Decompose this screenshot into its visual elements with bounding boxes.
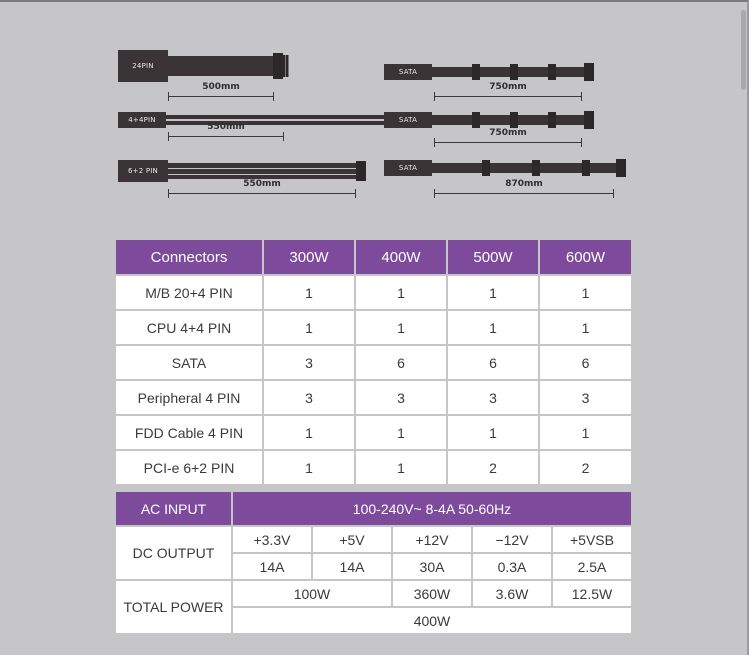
cell-value: 3 [355, 380, 447, 415]
cell-value: 1 [355, 450, 447, 485]
header-300w: 300W [263, 239, 355, 275]
table-row [115, 275, 632, 310]
rail-label: +5VSB [552, 526, 632, 553]
cell-value: 3 [263, 380, 355, 415]
dc-output-label: DC OUTPUT [115, 526, 232, 580]
length-dimension [434, 179, 614, 199]
cell-value: 3 [263, 345, 355, 380]
row-label: PCI-e 6+2 PIN [115, 450, 263, 485]
cable-connector-label: 24PIN [118, 50, 168, 82]
table-row [115, 415, 632, 450]
length-label: 500mm [202, 82, 240, 92]
length-dimension [168, 179, 356, 199]
row-label: Peripheral 4 PIN [115, 380, 263, 415]
rail-label: +3.3V [232, 526, 312, 553]
cell-value: 6 [447, 345, 539, 380]
cell-value: 2 [539, 450, 632, 485]
cell-value: 6 [355, 345, 447, 380]
cable-sata-3 [384, 158, 629, 178]
length-label: 550mm [207, 122, 245, 132]
cell-value: 1 [447, 310, 539, 345]
length-dimension [168, 122, 284, 142]
cell-value: 6 [539, 345, 632, 380]
rail-current: 2.5A [552, 553, 632, 580]
cell-value: 3 [447, 380, 539, 415]
combined-power: 100W [232, 580, 392, 607]
cell-value: 1 [355, 275, 447, 310]
table-row [115, 450, 632, 485]
cell-value: 1 [539, 275, 632, 310]
cell-value: 2 [447, 450, 539, 485]
cable-connector-label: 6+2 PIN [118, 160, 168, 182]
header-600w: 600W [539, 239, 632, 275]
rail-power: 3.6W [472, 580, 552, 607]
ac-input-row [115, 491, 632, 526]
header-connectors: Connectors [115, 239, 263, 275]
length-label: 550mm [243, 179, 281, 189]
cell-value: 1 [447, 275, 539, 310]
cell-value: 3 [539, 380, 632, 415]
cable-24pin [118, 50, 288, 82]
row-label: SATA [115, 345, 263, 380]
rail-label: +12V [392, 526, 472, 553]
connectors-table [114, 238, 633, 486]
row-label: CPU 4+4 PIN [115, 310, 263, 345]
header-500w: 500W [447, 239, 539, 275]
rail-power-row [115, 580, 632, 607]
cell-value: 1 [263, 275, 355, 310]
ac-input-value: 100-240V~ 8-4A 50-60Hz [232, 491, 632, 526]
header-400w: 400W [355, 239, 447, 275]
row-label: FDD Cable 4 PIN [115, 415, 263, 450]
cable-connector-label: SATA [384, 112, 432, 128]
cell-value: 1 [355, 310, 447, 345]
dc-rails-row [115, 526, 632, 553]
rail-power: 360W [392, 580, 472, 607]
row-label: M/B 20+4 PIN [115, 275, 263, 310]
table-row [115, 380, 632, 415]
length-dimension [434, 82, 582, 102]
cable-connector-label: SATA [384, 64, 432, 80]
length-label: 750mm [489, 82, 527, 92]
table-row [115, 310, 632, 345]
rail-current: 30A [392, 553, 472, 580]
table-header-row [115, 239, 632, 275]
scrollbar-thumb[interactable] [741, 10, 746, 90]
cell-value: 1 [355, 415, 447, 450]
table-row [115, 345, 632, 380]
cell-value: 1 [263, 415, 355, 450]
cable-connector-label: 4+4PIN [118, 112, 166, 128]
scrollbar[interactable] [741, 0, 747, 655]
length-dimension [168, 82, 274, 102]
rail-current: 0.3A [472, 553, 552, 580]
ac-input-label: AC INPUT [115, 491, 232, 526]
cell-value: 1 [447, 415, 539, 450]
rail-label: −12V [472, 526, 552, 553]
cell-value: 1 [263, 310, 355, 345]
rail-power: 12.5W [552, 580, 632, 607]
power-spec-table [114, 490, 633, 635]
length-label: 750mm [489, 128, 527, 138]
cable-connector-label: SATA [384, 160, 432, 176]
rail-label: +5V [312, 526, 392, 553]
cell-value: 1 [539, 415, 632, 450]
cable-sata-1 [384, 62, 599, 82]
total-power-label: TOTAL POWER [115, 580, 232, 634]
rail-current: 14A [232, 553, 312, 580]
length-label: 870mm [505, 179, 543, 189]
rail-current: 14A [312, 553, 392, 580]
cell-value: 1 [263, 450, 355, 485]
total-power-value: 400W [232, 607, 632, 634]
cell-value: 1 [539, 310, 632, 345]
length-dimension [434, 128, 582, 148]
cable-sata-2 [384, 110, 599, 130]
